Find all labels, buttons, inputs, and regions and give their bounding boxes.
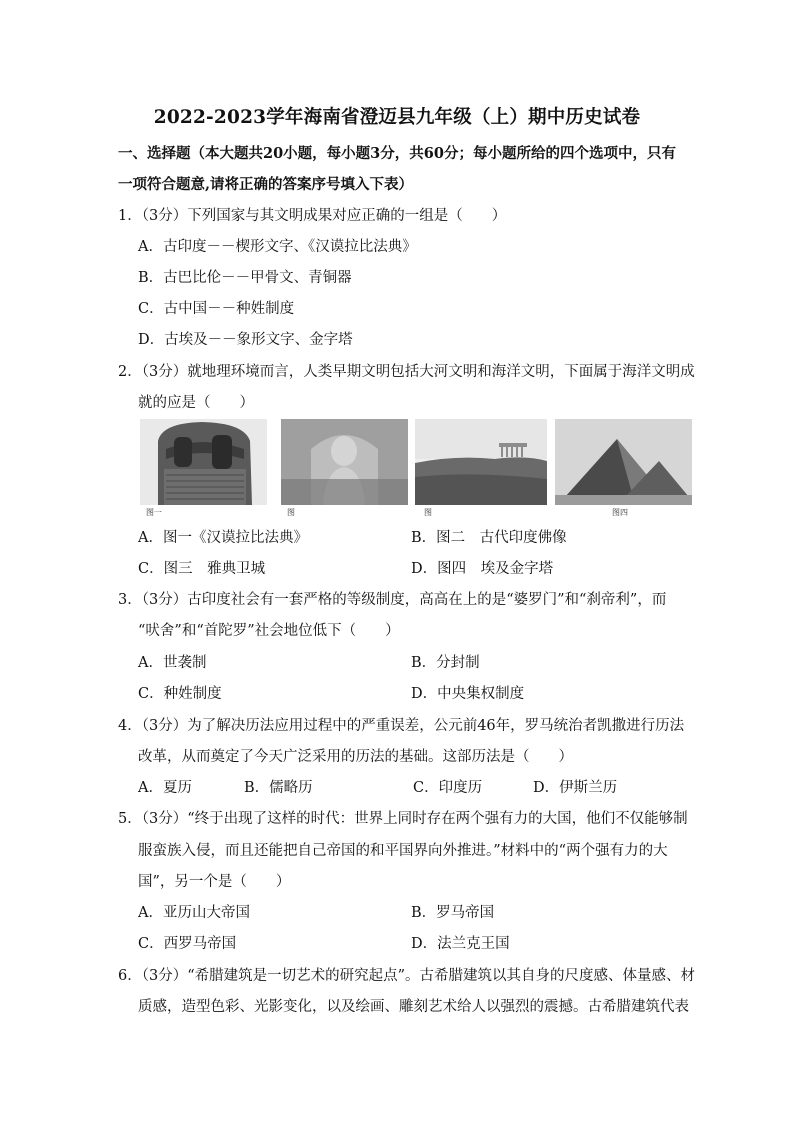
question-4-option-a: A．夏历 xyxy=(138,780,192,796)
figure-3-acropolis-image xyxy=(415,419,547,505)
question-1-option-d: D．古埃及－－象形文字、金字塔 xyxy=(138,332,353,348)
question-1-stem: 1．（3分）下列国家与其文明成果对应正确的一组是（ ） xyxy=(118,208,507,224)
question-2-image-row xyxy=(140,419,692,519)
question-2-stem-line-1: 2．（3分）就地理环境而言，人类早期文明包括大河文明和海洋文明，下面属于海洋文明成 xyxy=(118,364,695,380)
question-4-stem-line-1: 4．（3分）为了解决历法应用过程中的严重误差，公元前46年，罗马统治者凯撒进行历法 xyxy=(118,718,685,734)
question-2-stem-line-2: 就的应是（ ） xyxy=(138,395,254,411)
question-3-option-a: A．世袭制 xyxy=(138,655,207,671)
section-heading xyxy=(118,138,688,200)
section-heading-line-1: 一、选择题（本大题共20小题，每小题3分，共60分；每小题所给的四个选项中，只有 xyxy=(118,145,676,162)
section-heading-line-2: 一项符合题意,请将正确的答案序号填入下表） xyxy=(118,176,414,193)
question-5-stem-line-1: 5．（3分）“终于出现了这样的时代：世界上同时存在两个强有力的大国，他们不仅能够制 xyxy=(118,811,688,827)
question-3-stem-line-2: “吠舍”和“首陀罗”社会地位低下（ ） xyxy=(138,623,400,639)
question-2-option-d: D．图四 埃及金字塔 xyxy=(411,561,554,577)
question-1-option-b: B．古巴比伦－－甲骨文、青铜器 xyxy=(138,270,352,286)
figure-4-pyramids-image xyxy=(555,419,692,505)
figure-2-caption: 图 xyxy=(287,508,295,517)
question-3-option-c: C．种姓制度 xyxy=(138,686,222,702)
figure-4-caption: 图四 xyxy=(612,508,628,517)
question-1-option-a: A．古印度－－楔形文字、《汉谟拉比法典》 xyxy=(138,239,417,255)
figure-2-buddha-image xyxy=(281,419,408,505)
question-5-option-b: B．罗马帝国 xyxy=(411,905,495,921)
question-6-stem-line-2: 质感，造型色彩、光影变化，以及绘画、雕刻艺术给人以强烈的震撼。古希腊建筑代表 xyxy=(138,999,689,1015)
question-5-stem-line-2: 服蛮族入侵，而且还能把自己帝国的和平国界向外推进。”材料中的“两个强有力的大 xyxy=(138,843,668,859)
question-2-option-b: B．图二 古代印度佛像 xyxy=(411,530,567,546)
question-6-stem-line-1: 6．（3分）“希腊建筑是一切艺术的研究起点”。古希腊建筑以其自身的尺度感、体量感、材 xyxy=(118,968,696,984)
question-4-option-b: B．儒略历 xyxy=(244,780,313,796)
question-5-stem-line-3: 国”，另一个是（ ） xyxy=(138,874,291,890)
figure-1-caption: 图一 xyxy=(146,508,162,517)
figure-1-stele-image xyxy=(140,419,267,505)
question-3-option-d: D．中央集权制度 xyxy=(411,686,525,702)
exam-title: 2022-2023学年海南省澄迈县九年级（上）期中历史试卷 xyxy=(153,107,641,128)
question-5-option-d: D．法兰克王国 xyxy=(411,936,510,952)
figure-3-caption: 图 xyxy=(424,508,432,517)
question-4-option-c: C．印度历 xyxy=(413,780,483,796)
question-2-option-c: C．图三 雅典卫城 xyxy=(138,561,266,577)
question-5-option-c: C．西罗马帝国 xyxy=(138,936,237,952)
question-1-option-c: C．古中国－－种姓制度 xyxy=(138,301,295,317)
question-4-option-d: D．伊斯兰历 xyxy=(533,780,618,796)
question-3-stem-line-1: 3．（3分）古印度社会有一套严格的等级制度，高高在上的是“婆罗门”和“刹帝利”，而 xyxy=(118,592,667,608)
question-3-option-b: B．分封制 xyxy=(411,655,480,671)
question-4-stem-line-2: 改革，从而奠定了今天广泛采用的历法的基础。这部历法是（ ） xyxy=(138,749,573,765)
question-2-option-a: A．图一《汉谟拉比法典》 xyxy=(138,530,308,546)
question-5-option-a: A．亚历山大帝国 xyxy=(138,905,250,921)
